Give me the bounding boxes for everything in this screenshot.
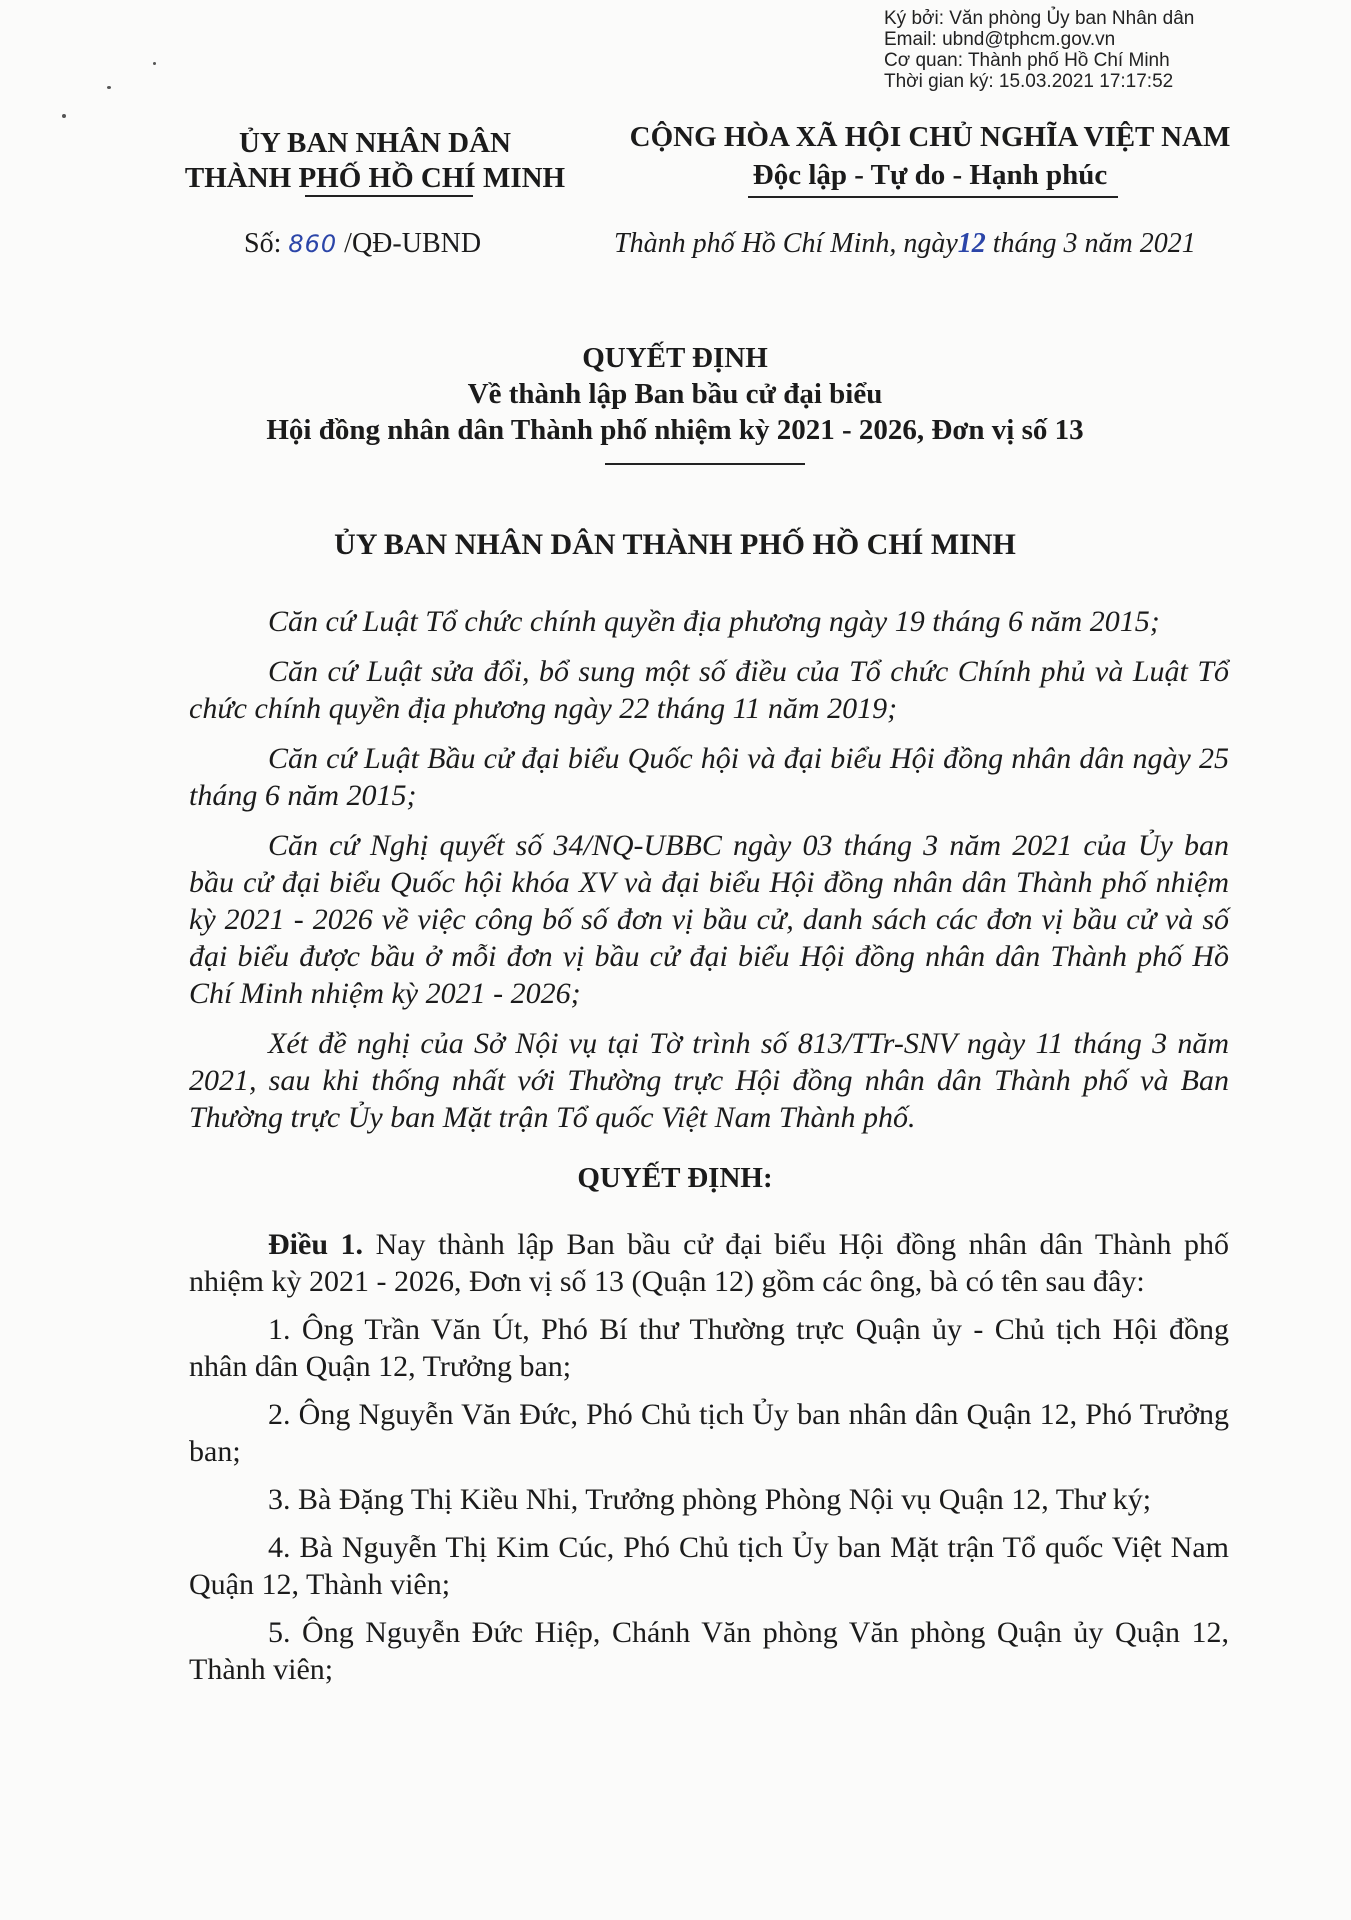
divider-right	[748, 196, 1118, 198]
signature-signed-by: Ký bởi: Văn phòng Ủy ban Nhân dân	[884, 8, 1195, 29]
signature-email: Email: ubnd@tphcm.gov.vn	[884, 29, 1116, 50]
scan-speck	[153, 62, 156, 65]
digital-signature-block	[884, 8, 1194, 92]
basis-paragraph: Xét đề nghị của Sở Nội vụ tại Tờ trình số 813/TTr-SNV ngày 11 tháng 3 năm 2021, sau khi thống nhất với Thường trực Hội đồng nhân dân Thành phố và Ban Thường trực Ủy ban Mặt trận Tổ quốc Việt Nam Thành phố.	[189, 1027, 1229, 1134]
document-date-day-handwritten: 12	[957, 228, 986, 259]
decision-body	[189, 1226, 1229, 1699]
national-motto: Độc lập - Tự do - Hạnh phúc	[752, 159, 1108, 191]
basis-paragraph: Căn cứ Nghị quyết số 34/NQ-UBBC ngày 03 tháng 3 năm 2021 của Ủy ban bầu cử đại biểu Quốc hội khóa XV và đại biểu Hội đồng nhân dân Thành phố nhiệm kỳ 2021 - 2026 về việc công bố số đơn vị bầu cử, danh sách các đơn vị bầu cử và số đại biểu được bầu ở mỗi đơn vị bầu cử đại biểu Hội đồng nhân dân Thành phố Hồ Chí Minh nhiệm kỳ 2021 - 2026;	[189, 829, 1229, 1010]
issuing-authority-line2: THÀNH PHỐ HỒ CHÍ MINH	[184, 162, 566, 194]
document-date-prefix: Thành phố Hồ Chí Minh, ngày	[614, 228, 958, 259]
member-item: 4. Bà Nguyễn Thị Kim Cúc, Phó Chủ tịch Ủy ban Mặt trận Tổ quốc Việt Nam Quận 12, Thành viên;	[189, 1531, 1229, 1601]
basis-paragraph: Căn cứ Luật Bầu cử đại biểu Quốc hội và đại biểu Hội đồng nhân dân ngày 25 tháng 6 năm 2015;	[189, 742, 1229, 812]
divider-title	[605, 463, 805, 465]
document-date	[614, 228, 1196, 260]
issuing-authority-line1: ỦY BAN NHÂN DÂN	[238, 127, 511, 159]
signature-agency: Cơ quan: Thành phố Hồ Chí Minh	[884, 50, 1170, 71]
document-date-suffix: tháng 3 năm 2021	[985, 228, 1196, 259]
decision-heading: QUYẾT ĐỊNH:	[577, 1162, 773, 1194]
authority-heading: ỦY BAN NHÂN DÂN THÀNH PHỐ HỒ CHÍ MINH	[334, 528, 1016, 561]
scan-speck	[107, 86, 111, 89]
document-number	[244, 228, 481, 260]
national-title	[600, 118, 1260, 194]
member-item: 3. Bà Đặng Thị Kiều Nhi, Trưởng phòng Phòng Nội vụ Quận 12, Thư ký;	[268, 1483, 1152, 1516]
signature-time: Thời gian ký: 15.03.2021 17:17:52	[884, 71, 1174, 92]
document-title	[120, 340, 1230, 448]
member-item: 5. Ông Nguyễn Đức Hiệp, Chánh Văn phòng Văn phòng Quận ủy Quận 12, Thành viên;	[189, 1616, 1229, 1686]
basis-paragraph: Căn cứ Luật sửa đổi, bổ sung một số điều của Tổ chức Chính phủ và Luật Tổ chức chính quyền địa phương ngày 22 tháng 11 năm 2019;	[189, 655, 1229, 725]
national-title-line1: CỘNG HÒA XÃ HỘI CHỦ NGHĨA VIỆT NAM	[629, 121, 1231, 153]
article-1	[189, 1226, 1229, 1300]
member-item: 2. Ông Nguyễn Văn Đức, Phó Chủ tịch Ủy ban nhân dân Quận 12, Phó Trưởng ban;	[189, 1398, 1229, 1468]
scan-speck	[62, 114, 66, 118]
divider-left	[305, 195, 473, 197]
document-title-subject-1: Về thành lập Ban bầu cử đại biểu	[467, 378, 883, 410]
member-item: 1. Ông Trần Văn Út, Phó Bí thư Thường trực Quận ủy - Chủ tịch Hội đồng nhân dân Quận 12, Trưởng ban;	[189, 1313, 1229, 1383]
document-number-suffix: /QĐ-UBND	[337, 228, 482, 259]
issuing-authority	[160, 126, 590, 196]
article-1-text: Nay thành lập Ban bầu cử đại biểu Hội đồng nhân dân Thành phố nhiệm kỳ 2021 - 2026, Đơn vị số 13 (Quận 12) gồm các ông, bà có tên sau đây:	[189, 1228, 1229, 1298]
basis-paragraph: Căn cứ Luật Tổ chức chính quyền địa phương ngày 19 tháng 6 năm 2015;	[268, 605, 1160, 638]
document-title-type: QUYẾT ĐỊNH	[582, 342, 768, 374]
legal-basis	[189, 603, 1229, 1149]
article-1-label: Điều 1.	[268, 1228, 364, 1261]
document-number-handwritten: 860	[288, 230, 338, 258]
document-title-subject-2: Hội đồng nhân dân Thành phố nhiệm kỳ 2021 - 2026, Đơn vị số 13	[266, 414, 1084, 446]
document-number-prefix: Số:	[244, 228, 289, 259]
